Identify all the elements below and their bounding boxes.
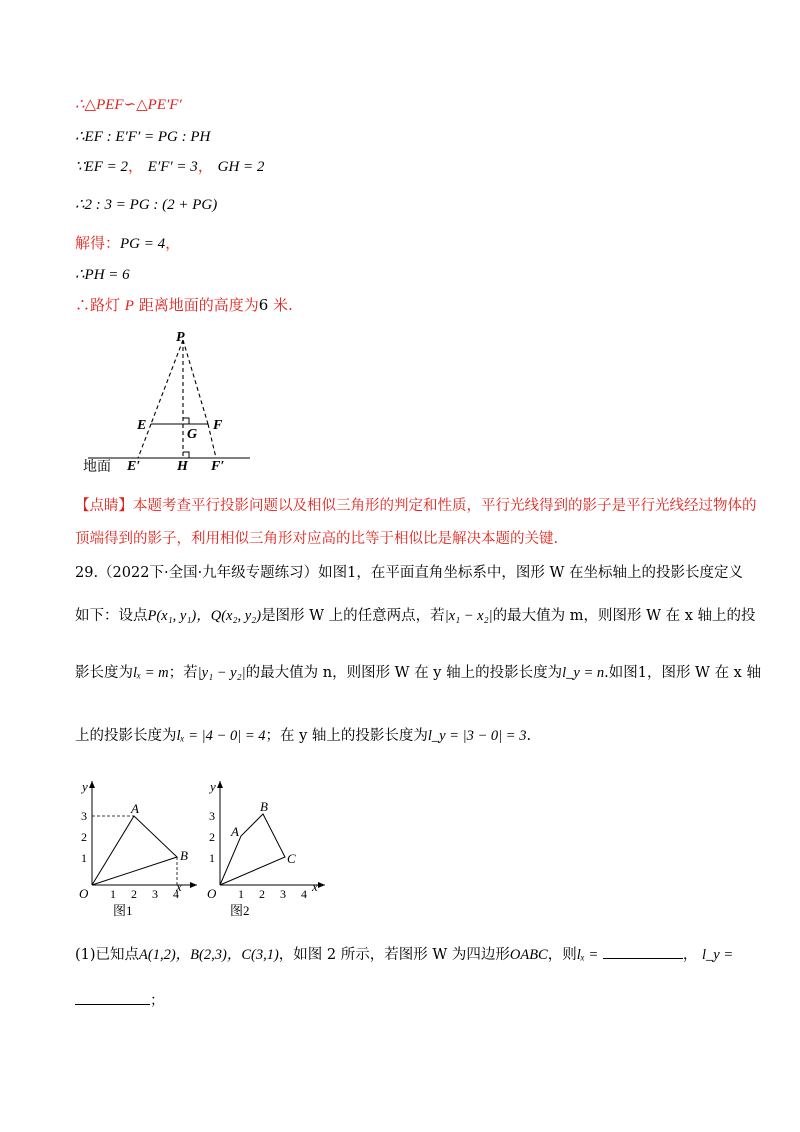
proof-line-6 [75,264,130,285]
label-e: E [137,418,147,433]
fig2-origin: O [207,886,217,901]
p29-l4e: . [526,728,532,744]
fig1-y-label: y [82,779,88,794]
proof-line-5 [75,233,180,254]
proof-line-7 [75,295,293,316]
proof-line-1 [75,94,182,115]
p29-l2e: 的最大值为 m，则图形 W 在 x 轴上的投 [492,608,756,624]
proof-line-1-text: ∴△PEF∽△PE′F′ [75,97,182,113]
p29-ly-def: l_y = n [562,665,605,681]
fig2-tick-y-1: 1 [209,851,215,865]
q1-intro: (1)已知点 [75,947,140,963]
label-g: G [187,427,198,442]
fig2-y-arrow [217,781,223,788]
p29-lx-example: lₓ = |4 − 0| = 4 [176,728,266,744]
lamp-ray-left-upper [151,340,183,424]
p29-abs-y: |y₁ − y₂| [197,665,246,681]
proof-line-3 [75,156,264,177]
fig2-point-c: C [287,851,296,866]
q1-lx-label: lₓ = [576,947,599,963]
figure-2 [200,773,330,923]
q1-points: A(1,2)，B(2,3)，C(3,1) [139,947,279,963]
fig1-x-arrow [190,882,197,888]
p29-l3g: .如图1，图形 W 在 x 轴 [604,665,761,681]
fig1-tick-y-1: 1 [81,851,87,865]
p29-l2a: 如下：设点 [75,608,148,624]
fig1-tick-x-4: 4 [173,887,179,901]
q1-sep: ， [682,947,698,963]
proof-given-gh: GH = 2 [217,159,265,175]
proof-line-6-text: ∴PH = 6 [75,267,130,283]
right-angle-g [183,418,189,424]
fig1-triangle [92,816,177,885]
proof-conclusion-c: 距离地面的高度为 [133,296,259,314]
q1-lx-answer-blank[interactable] [603,944,683,959]
fig2-x-arrow [318,882,325,888]
fig1-point-b: B [180,848,188,863]
lamp-figure [78,325,263,475]
q1-ly-label: l_y = [702,947,734,963]
p29-points-pq: P(x₁, y₁)，Q(x₂, y₂) [147,608,262,624]
label-p: P [176,330,185,345]
fig2-point-a: A [231,824,239,839]
problem-29-line-3 [75,663,761,683]
label-h: H [177,459,188,474]
fig1-tick-x-1: 1 [110,887,116,901]
proof-conclusion-a: ∴路灯 [75,296,125,314]
p29-l4a: 上的投影长度为 [75,728,177,744]
comment-line-1: 【点睛】本题考查平行投影问题以及相似三角形的判定和性质，平行光线得到的影子是平行光线经过物体的 [75,498,757,514]
proof-line-4-text: ∴2 : 3 = PG : (2 + PG) [75,197,218,213]
fig1-caption: 图1 [113,903,133,918]
fig2-tick-x-4: 4 [301,887,307,901]
p29-ly-example: l_y = |3 − 0| = 3 [427,728,527,744]
p29-l3a: 影长度为 [75,665,133,681]
fig2-tick-y-3: 3 [209,809,215,823]
fig1-tick-y-3: 3 [81,809,87,823]
proof-conclusion-p: P [124,298,134,314]
right-angle-h [183,452,189,458]
p29-l3e: 的最大值为 n，则图形 W 在 y 轴上的投影长度为 [245,665,563,681]
fig2-tick-x-1: 1 [238,887,244,901]
proof-pg-value: PG = 4 [120,236,166,252]
proof-conclusion-e: 米. [268,296,293,314]
label-ground: 地面 [83,460,111,475]
fig1-y-arrow [89,781,95,788]
question-1-line-1 [75,944,733,965]
figure-1 [72,773,202,923]
fig2-caption: 图2 [230,903,250,918]
problem-29-line-2 [75,606,756,626]
fig2-tick-x-3: 3 [280,887,286,901]
p29-abs-x: |x₁ − x₂| [444,608,493,624]
q1-end: ； [150,993,165,1009]
proof-solve-label: 解得： [75,234,121,252]
p29-l3c: ；若 [168,665,198,681]
problem-29-line-4 [75,726,531,746]
p29-l2c: 是图形 W 上的任意两点，若 [261,608,445,624]
q1-condition: ，如图 2 所示，若图形 W 为四边形 [278,947,510,963]
fig1-tick-x-3: 3 [152,887,158,901]
problem-29-line-1: 29.（2022下·全国·九年级专题练习）如图1，在平面直角坐标系中，图形 W 在坐标轴上的投影长度定义 [75,565,744,581]
fig2-tick-y-2: 2 [209,830,215,844]
label-e-prime: E′ [127,459,141,474]
proof-given-e2f2: E′F′ = 3 [147,159,198,175]
fig2-quadrilateral [220,814,285,885]
fig1-origin: O [79,886,89,901]
q1-shape-name: OABC [509,947,548,963]
fig1-point-a: A [131,801,139,816]
q1-then: ，则 [547,947,577,963]
proof-sep-2: ， [197,157,213,175]
proof-sep-1: ， [128,157,144,175]
p29-lx-def: lₓ = m [133,665,169,681]
label-f-prime: F′ [211,459,225,474]
proof-given-ef: ∵EF = 2 [75,159,128,175]
fig2-x-label: x [312,879,318,894]
comment-line-2: 顶端得到的影子，利用相似三角形对应高的比等于相似比是解决本题的关键. [75,531,559,547]
q1-ly-answer-blank[interactable] [75,990,150,1005]
fig2-tick-x-2: 2 [259,887,265,901]
proof-line-2 [75,126,210,147]
question-1-line-2 [75,990,165,1011]
p29-l4c: ；在 y 轴上的投影长度为 [265,728,428,744]
lamp-ray-right-upper [183,340,208,424]
proof-line-2-text: ∴EF : E′F′ = PG : PH [75,129,211,145]
label-f: F [213,418,223,433]
fig1-tick-x-2: 2 [131,887,137,901]
proof-conclusion-value: 6 [258,296,269,314]
proof-line-4 [75,194,217,215]
fig1-x-label: x [176,879,182,894]
fig2-point-b: B [260,799,268,814]
fig2-y-label: y [210,779,216,794]
fig1-tick-y-2: 2 [81,830,87,844]
proof-line-5-comma: ， [165,234,181,252]
